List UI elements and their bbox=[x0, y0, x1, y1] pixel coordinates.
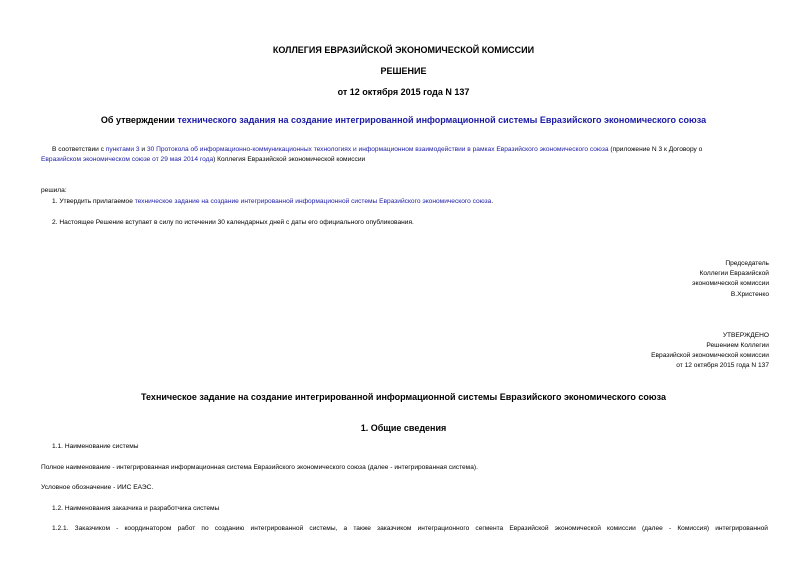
decision-date: от 12 октября 2015 года N 137 bbox=[337, 87, 470, 97]
decision-title bbox=[0, 115, 807, 125]
link-ict-protocol[interactable]: Протокола об информационно-коммуникационных технологиях и информационном взаимодействии в рамках Евразийского экономического союза bbox=[156, 146, 609, 153]
item-1-text: 1. Утвердить прилагаемое bbox=[52, 198, 135, 205]
approved-line-3: Евразийской экономической комиссии bbox=[651, 352, 769, 359]
clause-1-2: 1.2. Наименования заказчика и разработчика системы bbox=[52, 505, 220, 512]
title-prefix: Об утверждении bbox=[100, 115, 178, 125]
preamble-text: (приложение N 3 к Договору о bbox=[608, 146, 703, 153]
signature-line-1: Председатель bbox=[725, 260, 769, 267]
full-name-paragraph: Полное наименование - интегрированная информационная система Евразийского экономического союза (далее - интегрированная система). bbox=[41, 464, 478, 471]
approved-line-4: от 12 октября 2015 года N 137 bbox=[676, 362, 769, 369]
clause-1-1: 1.1. Наименование системы bbox=[52, 443, 139, 450]
organization-heading: КОЛЛЕГИЯ ЕВРАЗИЙСКОЙ ЭКОНОМИЧЕСКОЙ КОМИССИИ bbox=[272, 45, 535, 55]
preamble-text: ) Коллегия Евразийской экономической комиссии bbox=[213, 156, 366, 163]
preamble-line-1 bbox=[52, 146, 702, 153]
link-points-3[interactable]: пунктами 3 bbox=[105, 146, 140, 153]
approved-line-1: УТВЕРЖДЕНО bbox=[722, 332, 769, 339]
signature-line-2: Коллегии Евразийской bbox=[699, 270, 769, 277]
link-eaeu-treaty[interactable]: Евразийском экономическом союзе от 29 мая 2014 года bbox=[41, 156, 214, 163]
section-1-heading: 1. Общие сведения bbox=[360, 423, 447, 433]
preamble-line-2 bbox=[41, 156, 365, 163]
short-name-paragraph: Условное обозначение - ИИС ЕАЭС. bbox=[41, 484, 154, 491]
item-1-end: . bbox=[491, 198, 494, 205]
item-1-link[interactable]: техническое задание на создание интегрированной информационной системы Евразийского экономического союза bbox=[134, 198, 492, 205]
link-point-30[interactable]: 30 bbox=[146, 146, 155, 153]
preamble-text: В соответствии с bbox=[52, 146, 106, 153]
signature-line-3: экономической комиссии bbox=[692, 280, 769, 287]
decided-label: решила: bbox=[41, 187, 67, 194]
approved-line-2: Решением Коллегии bbox=[706, 342, 769, 349]
item-2: 2. Настоящее Решение вступает в силу по истечении 30 календарных дней с даты его официального опубликования. bbox=[52, 219, 414, 226]
item-1 bbox=[52, 198, 493, 205]
spec-title: Техническое задание на создание интегрированной информационной системы Евразийского экономического союза bbox=[141, 392, 666, 402]
preamble-text: и bbox=[139, 146, 147, 153]
clause-1-2-1: 1.2.1. Заказчиком - координатором работ по созданию интегрированной системы, а также заказчиком интеграционного сегмента Евразийской экономической комиссии (далее - Комиссия) интегрированной bbox=[52, 525, 768, 532]
title-link[interactable]: технического задания на создание интегрированной информационной системы Евразийского экономического союза bbox=[177, 115, 707, 125]
document-type: РЕШЕНИЕ bbox=[380, 66, 427, 76]
signer-name: В.Христенко bbox=[730, 291, 769, 298]
